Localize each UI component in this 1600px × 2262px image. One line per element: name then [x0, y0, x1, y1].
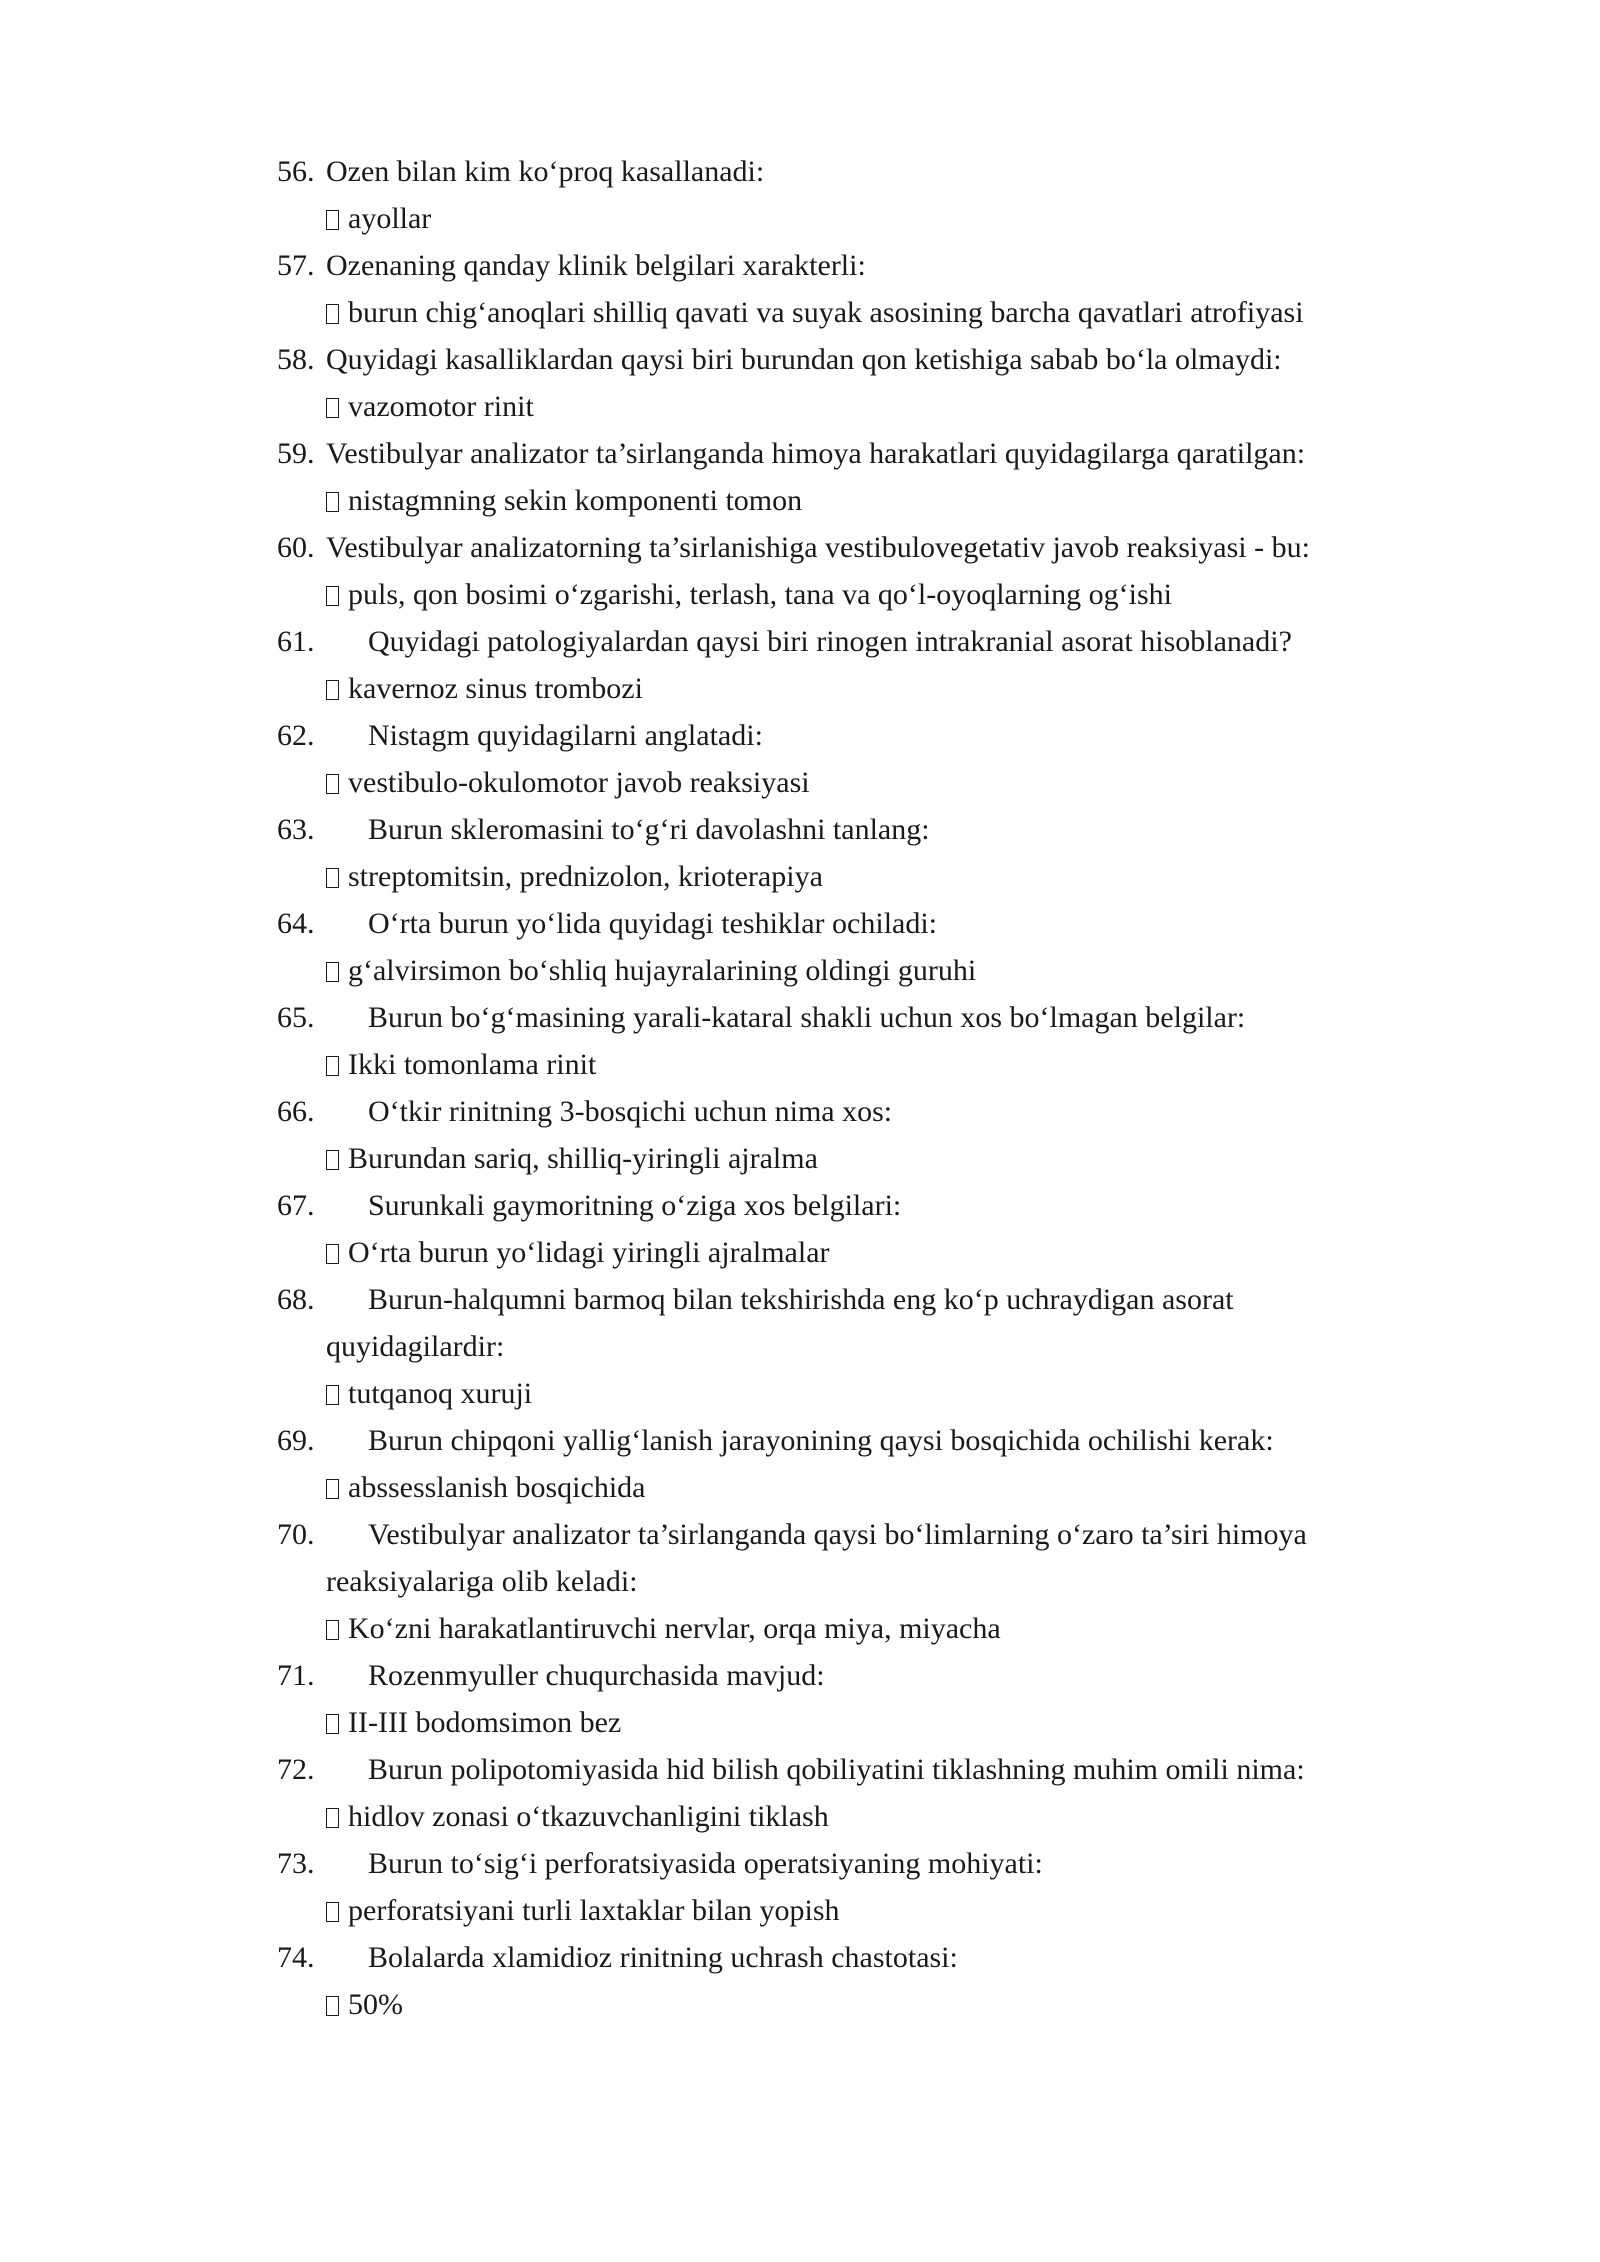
checkbox-icon — [326, 680, 339, 700]
answer-text: O‘rta burun yo‘lidagi yiringli ajralmalar — [348, 1236, 830, 1269]
question-text: Vestibulyar analizatorning ta’sirlanishiga vestibulovegetativ javob reaksiyasi - bu: — [326, 531, 1310, 564]
question-text: Rozenmyuller chuqurchasida mavjud: — [368, 1659, 825, 1692]
answer-63 — [277, 853, 1407, 900]
question-number: 67. — [277, 1189, 315, 1222]
question-56 — [277, 148, 1407, 195]
answer-64 — [277, 947, 1407, 994]
answer-text: streptomitsin, prednizolon, krioterapiya — [348, 860, 823, 893]
checkbox-icon — [326, 962, 339, 982]
answer-61 — [277, 665, 1407, 712]
answer-text: burun chig‘anoqlari shilliq qavati va suyak asosining barcha qavatlari atrofiyasi — [348, 296, 1304, 329]
answer-68 — [277, 1370, 1407, 1417]
question-text: Bolalarda xlamidioz rinitning uchrash chastotasi: — [368, 1941, 958, 1974]
question-number: 56. — [277, 155, 315, 188]
question-number: 68. — [277, 1283, 315, 1316]
answer-58 — [277, 383, 1407, 430]
checkbox-icon — [326, 1808, 339, 1828]
question-text: Ozenaning qanday klinik belgilari xarakterli: — [326, 249, 866, 282]
answer-66 — [277, 1135, 1407, 1182]
question-text: Ozen bilan kim ko‘proq kasallanadi: — [326, 155, 765, 188]
question-59 — [277, 430, 1407, 477]
question-73 — [277, 1840, 1407, 1887]
question-text: Vestibulyar analizator ta’sirlanganda himoya harakatlari quyidagilarga qaratilgan: — [326, 437, 1306, 470]
question-text: O‘tkir rinitning 3-bosqichi uchun nima xos: — [368, 1095, 893, 1128]
checkbox-icon — [326, 1996, 339, 2016]
checkbox-icon — [326, 1714, 339, 1734]
question-text: Burun polipotomiyasida hid bilish qobiliyatini tiklashning muhim omili nima: — [368, 1753, 1305, 1786]
question-text: Quyidagi kasalliklardan qaysi biri burundan qon ketishiga sabab bo‘la olmaydi: — [326, 343, 1282, 376]
answer-text: abssesslanish bosqichida — [348, 1471, 646, 1504]
question-number: 70. — [277, 1518, 315, 1551]
answer-70 — [277, 1605, 1407, 1652]
question-68 — [277, 1276, 1407, 1370]
question-number: 74. — [277, 1941, 315, 1974]
question-number: 62. — [277, 719, 315, 752]
checkbox-icon — [326, 1244, 339, 1264]
question-69 — [277, 1417, 1407, 1464]
answer-60 — [277, 571, 1407, 618]
question-74 — [277, 1934, 1407, 1981]
question-67 — [277, 1182, 1407, 1229]
question-number: 63. — [277, 813, 315, 846]
answer-text: hidlov zonasi o‘tkazuvchanligini tiklash — [348, 1800, 829, 1833]
question-text: Burun skleromasini to‘g‘ri davolashni tanlang: — [368, 813, 930, 846]
question-text: Nistagm quyidagilarni anglatadi: — [368, 719, 763, 752]
question-number: 65. — [277, 1001, 315, 1034]
answer-text: tutqanoq xuruji — [348, 1377, 533, 1410]
answer-72 — [277, 1793, 1407, 1840]
question-60 — [277, 524, 1407, 571]
question-66 — [277, 1088, 1407, 1135]
answer-text: puls, qon bosimi o‘zgarishi, terlash, tana va qo‘l-oyoqlarning og‘ishi — [348, 578, 1173, 611]
checkbox-icon — [326, 1902, 339, 1922]
checkbox-icon — [326, 1056, 339, 1076]
answer-74 — [277, 1981, 1407, 2028]
question-number: 59. — [277, 437, 315, 470]
answer-text: kavernoz sinus trombozi — [348, 672, 643, 705]
question-71 — [277, 1652, 1407, 1699]
answer-text: vestibulo-okulomotor javob reaksiyasi — [348, 766, 810, 799]
answer-text: Ikki tomonlama rinit — [348, 1048, 597, 1081]
question-61 — [277, 618, 1407, 665]
answer-56 — [277, 195, 1407, 242]
answer-text: II-III bodomsimon bez — [348, 1706, 622, 1739]
checkbox-icon — [326, 1385, 339, 1405]
checkbox-icon — [326, 868, 339, 888]
checkbox-icon — [326, 586, 339, 606]
answer-67 — [277, 1229, 1407, 1276]
answer-62 — [277, 759, 1407, 806]
checkbox-icon — [326, 492, 339, 512]
question-text: Surunkali gaymoritning o‘ziga xos belgilari: — [368, 1189, 902, 1222]
question-number: 57. — [277, 249, 315, 282]
question-58 — [277, 336, 1407, 383]
question-list — [277, 148, 1407, 2028]
question-65 — [277, 994, 1407, 1041]
answer-71 — [277, 1699, 1407, 1746]
question-62 — [277, 712, 1407, 759]
checkbox-icon — [326, 210, 339, 230]
question-number: 60. — [277, 531, 315, 564]
answer-59 — [277, 477, 1407, 524]
question-number: 61. — [277, 625, 315, 658]
question-number: 72. — [277, 1753, 315, 1786]
question-70 — [277, 1511, 1407, 1605]
question-number: 66. — [277, 1095, 315, 1128]
checkbox-icon — [326, 1150, 339, 1170]
answer-73 — [277, 1887, 1407, 1934]
question-number: 64. — [277, 907, 315, 940]
checkbox-icon — [326, 1479, 339, 1499]
answer-text: ayollar — [348, 202, 432, 235]
question-text: O‘rta burun yo‘lida quyidagi teshiklar ochiladi: — [368, 907, 938, 940]
answer-text: nistagmning sekin komponenti tomon — [348, 484, 803, 517]
answer-text: Burundan sariq, shilliq-yiringli ajralma — [348, 1142, 818, 1175]
question-text: Burun to‘sig‘i perforatsiyasida operatsiyaning mohiyati: — [368, 1847, 1043, 1880]
question-text: Vestibulyar analizator ta’sirlanganda qaysi bo‘limlarning o‘zaro ta’siri himoya reaksiyalariga olib keladi: — [326, 1518, 1307, 1598]
question-text: Burun bo‘g‘masining yarali-kataral shakli uchun xos bo‘lmagan belgilar: — [368, 1001, 1246, 1034]
question-text: Burun-halqumni barmoq bilan tekshirishda eng ko‘p uchraydigan asorat quyidagilardir: — [326, 1283, 1234, 1363]
question-text: Quyidagi patologiyalardan qaysi biri rinogen intrakranial asorat hisoblanadi? — [368, 625, 1292, 658]
question-72 — [277, 1746, 1407, 1793]
question-number: 71. — [277, 1659, 315, 1692]
checkbox-icon — [326, 774, 339, 794]
answer-text: 50% — [348, 1988, 403, 2021]
answer-text: perforatsiyani turli laxtaklar bilan yopish — [348, 1894, 840, 1927]
answer-text: g‘alvirsimon bo‘shliq hujayralarining oldingi guruhi — [348, 954, 977, 987]
checkbox-icon — [326, 304, 339, 324]
question-63 — [277, 806, 1407, 853]
question-number: 69. — [277, 1424, 315, 1457]
question-number: 58. — [277, 343, 315, 376]
answer-text: Ko‘zni harakatlantiruvchi nervlar, orqa miya, miyacha — [348, 1612, 1001, 1645]
question-text: Burun chipqoni yallig‘lanish jarayonining qaysi bosqichida ochilishi kerak: — [368, 1424, 1274, 1457]
checkbox-icon — [326, 398, 339, 418]
answer-65 — [277, 1041, 1407, 1088]
answer-69 — [277, 1464, 1407, 1511]
answer-text: vazomotor rinit — [348, 390, 534, 423]
answer-57 — [277, 289, 1407, 336]
checkbox-icon — [326, 1620, 339, 1640]
question-number: 73. — [277, 1847, 315, 1880]
question-64 — [277, 900, 1407, 947]
question-57 — [277, 242, 1407, 289]
